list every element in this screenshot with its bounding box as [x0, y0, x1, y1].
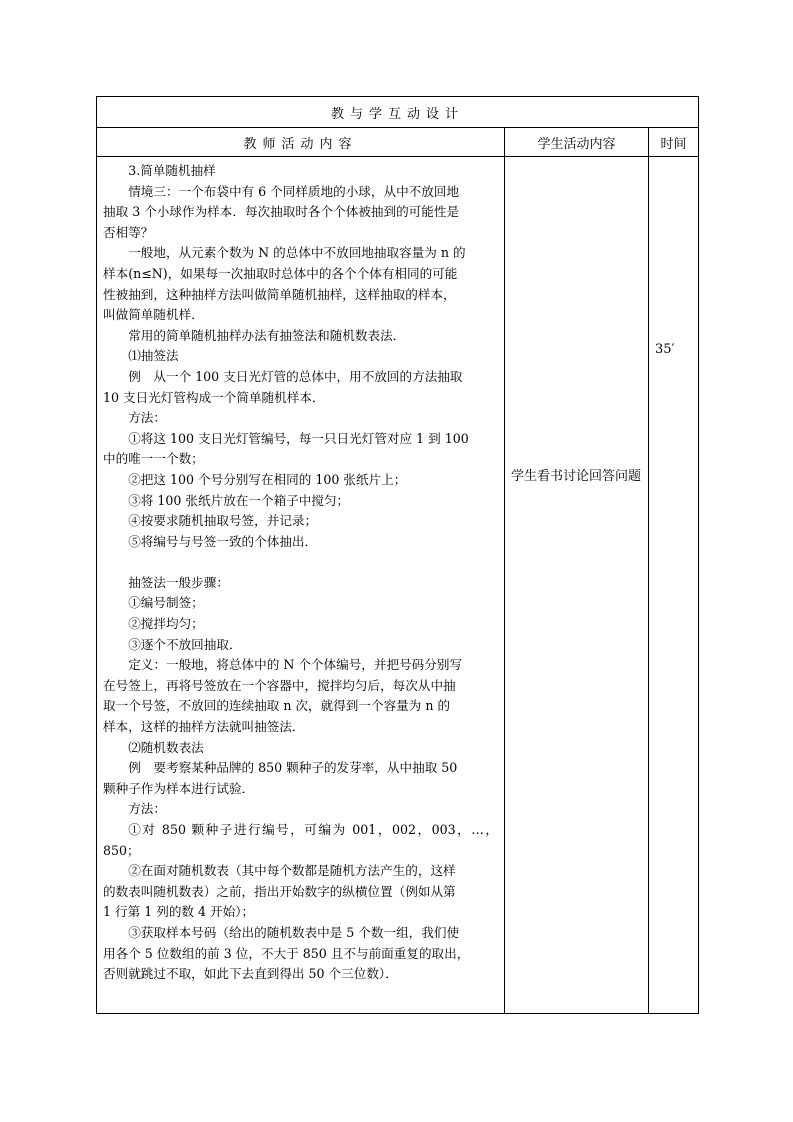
header-time: 时间 — [649, 128, 699, 157]
student-activity-text: 学生看书讨论回答问题 — [511, 469, 642, 484]
teacher-line: 取一个号签，不放回的连续抽取 n 次，就得到一个容量为 n 的 — [103, 698, 451, 714]
lesson-design-table — [96, 96, 699, 1014]
teacher-line: ①编号制签； — [128, 595, 204, 611]
teacher-line: 1 行第 1 列的数 4 开始）； — [103, 904, 255, 920]
teacher-line: ⑴抽签法 — [128, 348, 179, 364]
student-activity-cell — [505, 157, 649, 1014]
teacher-line: 样本(n≤N)，如果每一次抽取时总体中的各个个体有相同的可能 — [103, 265, 458, 281]
time-cell — [649, 157, 699, 1014]
teacher-line: ⑤将编号与号签一致的个体抽出． — [128, 533, 318, 549]
teacher-line: ④按要求随机抽取号签，并记录； — [128, 513, 318, 529]
teacher-line: 方法： — [128, 801, 166, 817]
teacher-line: 例 要考察某种品牌的 850 颗种子的发芽率，从中抽取 50 — [128, 760, 458, 776]
teacher-line: ③获取样本号码（给出的随机数表中是 5 个数一组，我们使 — [128, 924, 460, 940]
teacher-line: 否则就跳过不取，如此下去直到得出 50 个三位数）． — [103, 966, 398, 982]
teacher-line: ②在面对随机数表（其中每个数都是随机方法产生的，这样 — [128, 863, 456, 879]
teacher-line: 常用的简单随机抽样办法有抽签法和随机数表法． — [128, 327, 406, 343]
teacher-line: 性被抽到，这种抽样方法叫做简单随机抽样，这样抽取的样本， — [103, 286, 456, 302]
time-value: 35′ — [655, 342, 675, 357]
teacher-line: 一般地，从元素个数为 N 的总体中不放回地抽取容量为 n 的 — [128, 245, 466, 261]
teacher-line: ①对 850 颗种子进行编号，可编为 001，002，003，…，850； — [103, 822, 498, 858]
teacher-line: 样本，这样的抽样方法就叫抽签法． — [103, 719, 305, 735]
teacher-line: 抽签法一般步骤： — [128, 574, 229, 590]
teacher-line: 例 从一个 100 支日光灯管的总体中，用不放回的方法抽取 — [128, 368, 463, 384]
teacher-line: ③逐个不放回抽取． — [128, 636, 242, 652]
teacher-line: ③将 100 张纸片放在一个箱子中搅匀； — [128, 492, 350, 508]
teacher-line: ①将这 100 支日光灯管编号，每一只日光灯管对应 1 到 100 — [128, 430, 469, 446]
teacher-line: ②搅拌均匀； — [128, 616, 204, 632]
teacher-line: 中的唯一一个数； — [103, 451, 204, 467]
teacher-line: 颗种子作为样本进行试验． — [103, 780, 255, 796]
table-title: 教与学互动设计 — [97, 97, 699, 128]
teacher-line: 的数表叫随机数表）之前，指出开始数字的纵横位置（例如从第 — [103, 883, 456, 899]
teacher-activity-text — [103, 161, 498, 985]
teacher-line: 在号签上，再将号签放在一个容器中，搅拌均匀后，每次从中抽 — [103, 677, 456, 693]
teacher-line: 3.简单随机抽样 — [128, 163, 216, 178]
teacher-line: 定义：一般地，将总体中的 N 个个体编号，并把号码分别写 — [128, 657, 463, 673]
teacher-line: 情境三：一个布袋中有 6 个同样质地的小球，从中不放回地 — [128, 183, 460, 199]
teacher-line: ⑵随机数表法 — [128, 739, 204, 755]
teacher-line: 10 支日光灯管构成一个简单随机样本． — [103, 389, 325, 405]
teacher-line: 用各个 5 位数组的前 3 位，不大于 850 且不与前面重复的取出， — [103, 945, 470, 961]
header-teacher-activity: 教师活动内容 — [97, 128, 505, 157]
teacher-line: 抽取 3 个小球作为样本．每次抽取时各个个体被抽到的可能性是 — [103, 204, 460, 220]
teacher-line: 否相等？ — [103, 224, 154, 240]
teacher-line: ②把这 100 个号分别写在相同的 100 张纸片上； — [128, 471, 407, 487]
teacher-line: 叫做简单随机样． — [103, 307, 204, 323]
blank-line — [103, 552, 498, 573]
teacher-line: 方法： — [128, 410, 166, 426]
teacher-activity-cell — [97, 157, 505, 1014]
header-student-activity: 学生活动内容 — [505, 128, 649, 157]
